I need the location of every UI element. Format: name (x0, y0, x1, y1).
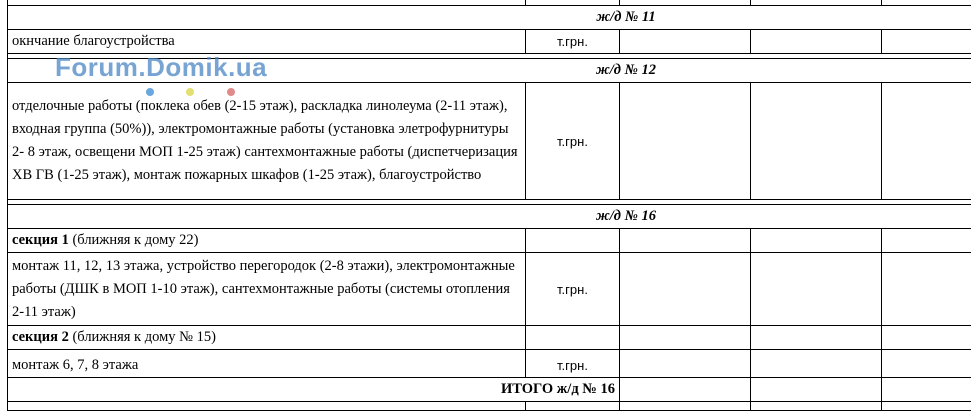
empty-cell (620, 83, 751, 200)
empty-cell (882, 253, 971, 326)
table-row (8, 350, 971, 378)
empty-cell (526, 326, 620, 350)
decorative-dot (186, 88, 194, 96)
subsection-label: секция 2 (ближняя к дому № 15) (8, 326, 526, 350)
empty-cell (882, 326, 971, 350)
empty-cell (751, 30, 882, 54)
empty-cell (620, 378, 751, 402)
empty-cell (620, 350, 751, 378)
table-row (8, 253, 971, 326)
section-header-row (8, 6, 971, 30)
total-label: ИТОГО ж/д № 16 (8, 378, 620, 402)
empty-cell (751, 229, 882, 253)
empty-cell (882, 30, 971, 54)
unit-cell: т.грн. (526, 30, 620, 54)
decorative-dot (146, 88, 154, 96)
empty-cell (526, 229, 620, 253)
item-description: монтаж 6, 7, 8 этажа (8, 350, 526, 378)
unit-cell: т.грн. (526, 253, 620, 326)
table-row (8, 326, 971, 350)
empty-cell (751, 350, 882, 378)
empty-cell (751, 378, 882, 402)
decorative-dot (227, 88, 235, 96)
unit-cell: т.грн. (526, 83, 620, 200)
item-description: монтаж 11, 12, 13 этажа, устройство перегородок (2-8 этажи), электромонтажные работы (ДШК в МОП 1-10 этаж), сантехмонтажные работы (системы отопления 2-11 этаж) (8, 253, 526, 326)
table-row (8, 30, 971, 54)
table-row (8, 229, 971, 253)
section-header-house-16: ж/д № 16 (8, 205, 971, 229)
subsection-label: секция 1 (ближняя к дому 22) (8, 229, 526, 253)
section-header-row (8, 59, 971, 83)
empty-cell (882, 229, 971, 253)
empty-cell (882, 378, 971, 402)
total-row (8, 378, 971, 402)
section-header-row (8, 205, 971, 229)
empty-cell (751, 326, 882, 350)
table-row (8, 83, 971, 200)
item-description: окнчание благоустройства (8, 30, 526, 54)
empty-cell (751, 253, 882, 326)
item-description: отделочные работы (поклека обев (2-15 этаж), раскладка линолеума (2-11 этаж), входная группа (50%)), электромонтажные работы (установка элетрофурнитуры 2- 8 этаж, освещени МОП 1-25 этаж) сантехмонтажные работы (диспетчеризация ХВ ГВ (1-25 этаж), монтаж пожарных шкафов (1-25 этаж), благоустройство (8, 83, 526, 200)
empty-cell (620, 229, 751, 253)
empty-cell (620, 326, 751, 350)
watermark-logo: Forum.Domik.ua (55, 52, 267, 83)
unit-cell: т.грн. (526, 350, 620, 378)
section-header-house-11: ж/д № 11 (8, 6, 971, 30)
empty-cell (620, 253, 751, 326)
empty-cell (751, 83, 882, 200)
empty-cell (620, 30, 751, 54)
empty-cell (882, 83, 971, 200)
empty-cell (882, 350, 971, 378)
section-header-house-12: ж/д № 12 (8, 59, 971, 83)
schedule-table (7, 0, 971, 411)
